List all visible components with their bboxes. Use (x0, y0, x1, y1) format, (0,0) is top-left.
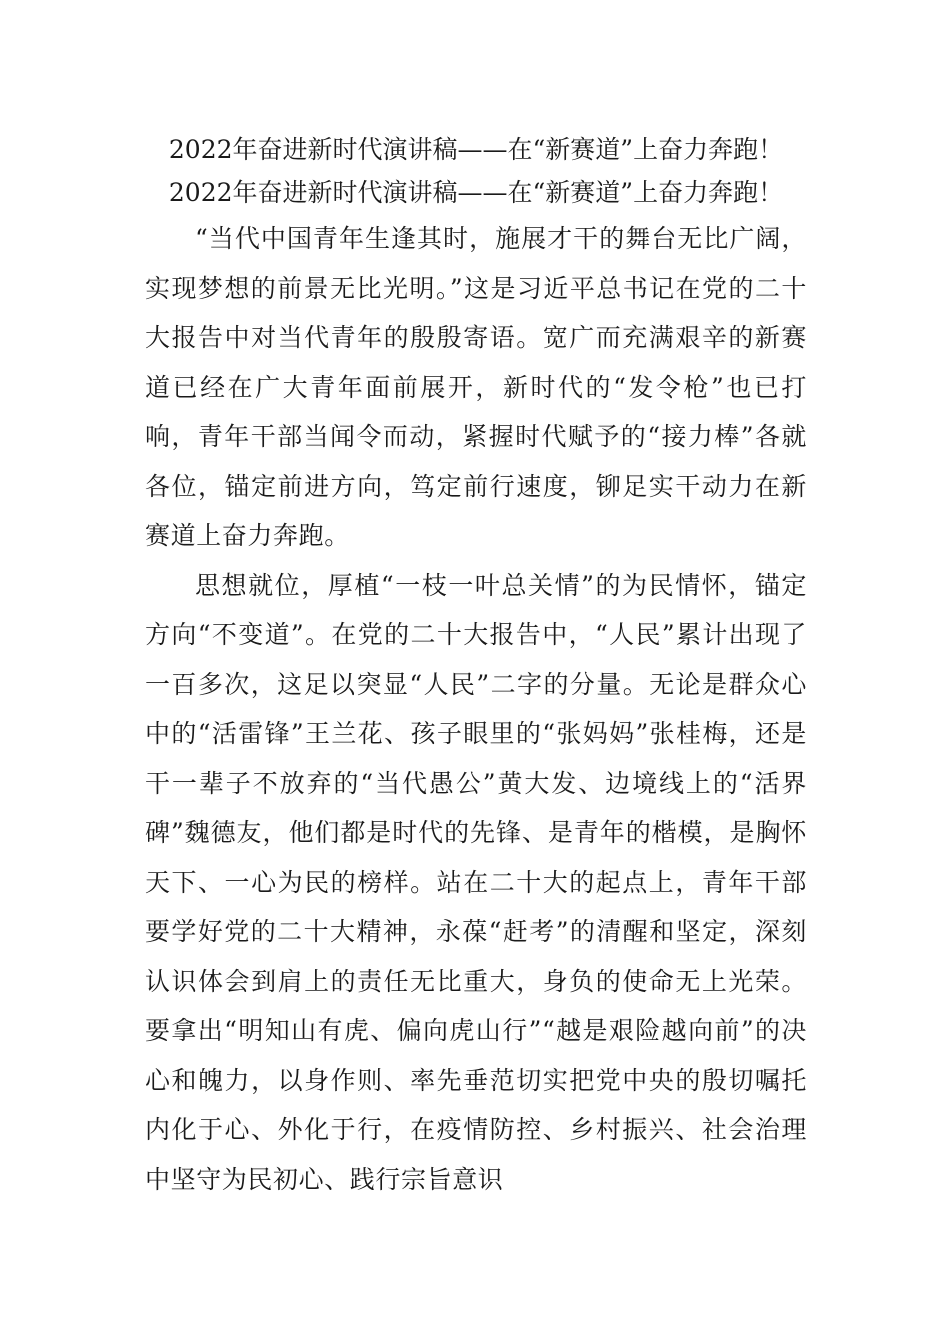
document-title: 2022年奋进新时代演讲稿——在“新赛道”上奋力奔跑！ (168, 135, 784, 164)
document-body (145, 128, 807, 1204)
paragraph-intro: “当代中国青年生逢其时，施展才干的舞台无比广阔，实现梦想的前景无比光明。”这是习近平总书记在党的二十大报告中对当代青年的殷殷寄语。宽广而充满艰辛的新赛道已经在广大青年面前展开，新时代的“发令枪”也已打响，青年干部当闻令而动，紧握时代赋予的“接力棒”各就各位，锚定前进方向，笃定前行速度，铆足实干动力在新赛道上奋力奔跑。 (145, 224, 807, 550)
paragraph-ideology: 思想就位，厚植“一枝一叶总关情”的为民情怀，锚定方向“不变道”。在党的二十大报告中，“人民”累计出现了一百多次，这足以突显“人民”二字的分量。无论是群众心中的“活雷锋”王兰花、孩子眼里的“张妈妈”张桂梅，还是干一辈子不放弃的“当代愚公”黄大发、边境线上的“活界碑”魏德友，他们都是时代的先锋、是青年的楷模，是胸怀天下、一心为民的榜样。站在二十大的起点上，青年干部要学好党的二十大精神，永葆“赶考”的清醒和坚定，深刻认识体会到肩上的责任无比重大，身负的使命无上光荣。要拿出“明知山有虎、偏向虎山行”“越是艰险越向前”的决心和魄力，以身作则、率先垂范切实把党中央的殷切嘱托内化于心、外化于行，在疫情防控、乡村振兴、社会治理中坚守为民初心、践行宗旨意识 (145, 570, 807, 1194)
document-title-repeat: 2022年奋进新时代演讲稿——在“新赛道”上奋力奔跑！ (168, 178, 784, 207)
